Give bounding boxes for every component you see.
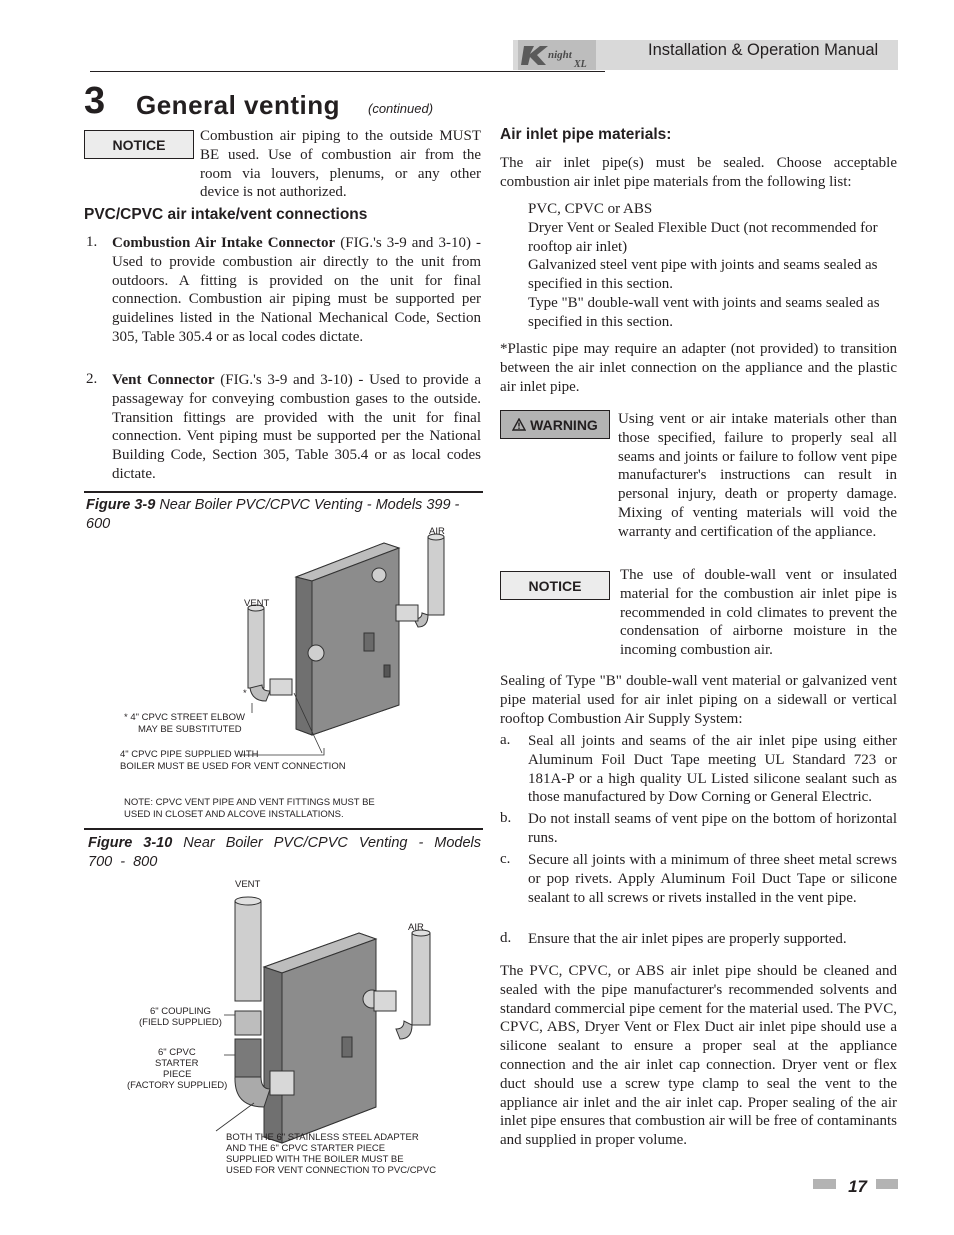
svg-text:night: night [548, 49, 572, 61]
starter-note: STARTER [155, 1058, 199, 1069]
material-item: Type "B" double-wall vent with joints and seams sealed as specified in this section. [528, 295, 880, 330]
step-text: Ensure that the air inlet pipes are properly supported. [528, 931, 847, 947]
material-item: Galvanized steel vent pipe with joints and seams sealed as specified in this section. [528, 257, 878, 292]
list-term: Combustion Air Intake Connector [112, 235, 336, 251]
section-number: 3 [84, 80, 106, 122]
elbow-note: * 4" CPVC STREET ELBOW [124, 712, 245, 723]
adapter-note: AND THE 6" CPVC STARTER PIECE [226, 1143, 386, 1154]
coupling-note: 6" COUPLING [150, 1006, 211, 1017]
pipe-leader [240, 748, 330, 762]
plastic-note: *Plastic pipe may require an adapter (not provided) to transition between the air inlet connection on the appliance and the plastic air inlet pipe. [500, 341, 897, 395]
notice-label: NOTICE [84, 130, 194, 159]
asterisk-label: * [243, 688, 247, 699]
material-item: PVC, CPVC or ABS [528, 201, 653, 217]
adapter-note: USED FOR VENT CONNECTION TO PVC/CPVC [226, 1165, 437, 1176]
warning-label [500, 410, 610, 439]
manual-title: Installation & Operation Manual [648, 41, 879, 59]
step-letter: a. [500, 732, 511, 748]
sealing-intro: Sealing of Type "B" double-wall vent material or galvanized vent pipe material used for air inlet piping on a sidewall or vertical rooftop Combustion Air Supply System: [500, 673, 897, 727]
step-letter: d. [500, 930, 512, 946]
step-text: Seal all joints and seams of the air inlet pipe using either Aluminum Foil Duct Tape meeting UL Standard 723 or 181A-P or a high quality UL Listed silicone sealant such as those manufactured by Dow Corning or General Electric. [528, 733, 897, 806]
starter-note: PIECE [163, 1069, 192, 1080]
list-term: Vent Connector [112, 372, 215, 388]
vent-label: VENT [235, 879, 261, 890]
notice-label: NOTICE [500, 571, 610, 600]
svg-text:XL: XL [574, 59, 587, 70]
caption-rest: Near Boiler PVC/CPVC Venting - Models 700 - 800 [88, 835, 482, 870]
air-inlet-heading: Air inlet pipe materials: [500, 126, 672, 143]
caption-bold: Figure 3-9 [86, 497, 156, 513]
warning-triangle-icon [512, 418, 526, 431]
list-number: 2. [86, 371, 98, 387]
step-text: Do not install seams of vent pipe on the bottom of horizontal runs. [528, 811, 897, 846]
air-inlet-intro: The air inlet pipe(s) must be sealed. Choose acceptable combustion air inlet pipe materials from the following list: [500, 155, 897, 190]
figure-rule [84, 828, 483, 830]
pipe-note: 4" CPVC PIPE SUPPLIED WITH [120, 749, 259, 760]
section-continued: (continued) [368, 101, 434, 116]
starter-note: 6" CPVC [158, 1047, 196, 1058]
section-title: General venting [136, 90, 340, 120]
closing-paragraph: The PVC, CPVC, or ABS air inlet pipe should be cleaned and sealed with the pipe manufacturer's recommended solvents and standard commercial pipe cement for the material used. The PVC, CPVC, ABS, Dryer Vent or Flex Duct air inlet pipe should use a silicone sealant to ensure a proper seal at the appliance connection and the air inlet cap connection. Dryer vent or flex duct should use a screw type clamp to seal the vent to the appliance air inlet and the air inlet cap. Proper sealing of the air inlet pipe ensures that combustion air will be free of contaminants and supplied in proper volume. [500, 963, 897, 1149]
step-text: Secure all joints with a minimum of three sheet metal screws or pop rivets. Apply Aluminum Foil Duct Tape or silicone sealant to all screws or rivets installed in the vent pipe. [528, 852, 897, 906]
page-number-bar-left [813, 1179, 836, 1189]
list-item-vent [112, 371, 481, 484]
caption-bold: Figure 3-10 [88, 835, 173, 851]
adapter-note: BOTH THE 6" STAINLESS STEEL ADAPTER [226, 1132, 419, 1143]
coupling-note: (FIELD SUPPLIED) [139, 1017, 222, 1028]
air-label: AIR [408, 922, 424, 933]
elbow-note: MAY BE SUBSTITUTED [138, 724, 242, 735]
starter-note: (FACTORY SUPPLIED) [127, 1080, 228, 1091]
warning-text: Using vent or air intake materials other than those specified, failure to properly seal all seams and joints or failure to follow vent pipe manufacturer's instructions can result in personal injury, death or property damage. Mixing of venting materials will void the warranty and certification of the appliance. [618, 411, 897, 540]
list-body: (FIG.'s 3-9 and 3-10) - Used to provide a passageway for conveying combustion gases to the outside. Transition fittings are provided with the unit for final connection. Vent piping must be supported per the National Building Code, Section 305, Table 305.4 or as local codes dictate. [112, 372, 481, 482]
closet-note: NOTE: CPVC VENT PIPE AND VENT FITTINGS MUST BE [124, 797, 375, 808]
air-label: AIR [429, 526, 445, 537]
page-number: 17 [848, 1177, 867, 1196]
step-letter: c. [500, 851, 511, 867]
notice-text: Combustion air piping to the outside MUST BE used. Use of combustion air from the room via louvers, plenums, or any other device is not authorized. [200, 128, 481, 201]
closet-note: USED IN CLOSET AND ALCOVE INSTALLATIONS. [124, 809, 344, 820]
figure-3-10-caption [88, 834, 481, 872]
vent-label: VENT [244, 598, 270, 609]
header-rule [90, 71, 605, 72]
figure-rule [84, 491, 483, 493]
figure-3-9-diagram [84, 515, 483, 825]
notice-text: The use of double-wall vent or insulated material for the combustion air inlet pipe is recommended in cold climates to prevent the condensation of airborne moisture in the incoming combustion air. [620, 567, 897, 659]
list-number: 1. [86, 234, 98, 250]
warning-label-text: WARNING [530, 416, 598, 433]
list-item-intake [112, 234, 481, 347]
pvc-heading: PVC/CPVC air intake/vent connections [84, 206, 368, 223]
list-body: (FIG.'s 3-9 and 3-10) - Used to provide combustion air directly to the unit from outdoors. A fitting is provided on the unit for final connection. Combustion air piping must be supported per guidelines listed in the National Mechanical Code, Section 305, Table 305.4 or as local codes dictate. [112, 235, 482, 345]
pipe-note: BOILER MUST BE USED FOR VENT CONNECTION [120, 761, 346, 772]
adapter-note: SUPPLIED WITH THE BOILER MUST BE [226, 1154, 404, 1165]
knight-xl-logo [518, 40, 596, 70]
page-number-bar-right [876, 1179, 898, 1189]
caption-rest: Near Boiler PVC/CPVC Venting - Models 399 - 600 [86, 497, 460, 532]
material-item: Dryer Vent or Sealed Flexible Duct (not recommended for rooftop air inlet) [528, 220, 878, 255]
step-letter: b. [500, 810, 512, 826]
